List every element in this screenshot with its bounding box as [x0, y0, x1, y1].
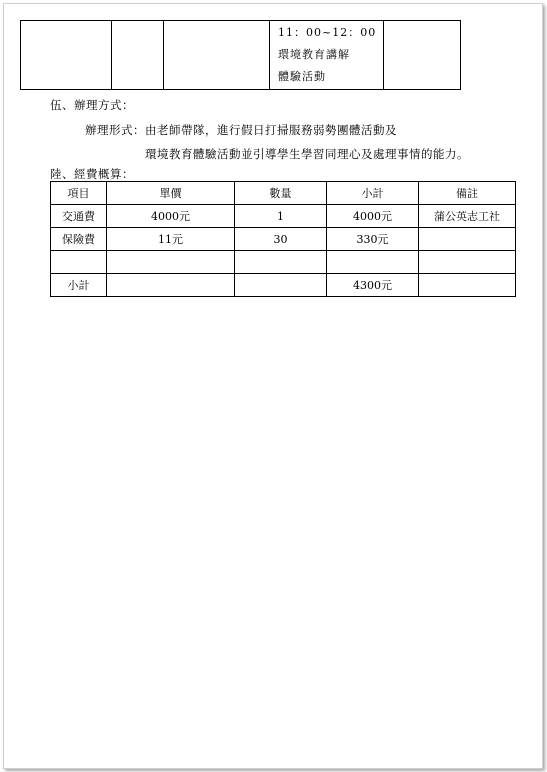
budget-table	[50, 181, 516, 297]
schedule-activity-line: 體驗活動	[278, 70, 326, 83]
section5-heading: 伍、辦理方式：	[50, 98, 134, 112]
schedule-table	[20, 20, 461, 90]
section5-line: 辦理形式：由老師帶隊，進行假日打掃服務弱勢團體活動及	[85, 123, 397, 137]
schedule-cell	[384, 21, 461, 90]
table-cell	[419, 274, 516, 297]
table-cell	[235, 251, 327, 274]
table-row	[51, 274, 516, 297]
table-cell	[107, 274, 235, 297]
column-header: 項目	[51, 182, 107, 205]
table-cell: 4000元	[107, 205, 235, 228]
table-cell	[419, 251, 516, 274]
column-header: 數量	[235, 182, 327, 205]
table-row	[21, 21, 461, 90]
table-cell	[51, 251, 107, 274]
schedule-activity-line: 環境教育講解	[278, 48, 350, 61]
table-cell: 4000元	[327, 205, 419, 228]
column-header: 小計	[327, 182, 419, 205]
table-cell: 1	[235, 205, 327, 228]
schedule-time: 11：00~12：00	[278, 26, 377, 39]
document-page	[3, 3, 543, 769]
table-row	[51, 205, 516, 228]
table-cell: 小計	[51, 274, 107, 297]
table-cell: 交通費	[51, 205, 107, 228]
section5-line: 環境教育體驗活動並引導學生學習同理心及處理事情的能力。	[145, 147, 469, 161]
table-row	[51, 251, 516, 274]
table-row	[51, 228, 516, 251]
column-header: 單價	[107, 182, 235, 205]
table-cell: 4300元	[327, 274, 419, 297]
table-cell: 330元	[327, 228, 419, 251]
schedule-activity-cell	[270, 21, 384, 90]
table-cell: 蒲公英志工社	[419, 205, 516, 228]
schedule-cell	[164, 21, 270, 90]
schedule-cell	[112, 21, 164, 90]
table-cell: 30	[235, 228, 327, 251]
section6-heading: 陸、經費概算：	[50, 167, 134, 181]
table-cell	[107, 251, 235, 274]
table-cell	[235, 274, 327, 297]
table-cell	[419, 228, 516, 251]
schedule-cell	[21, 21, 112, 90]
table-cell	[327, 251, 419, 274]
table-cell: 保險費	[51, 228, 107, 251]
table-header-row	[51, 182, 516, 205]
table-cell: 11元	[107, 228, 235, 251]
column-header: 備註	[419, 182, 516, 205]
